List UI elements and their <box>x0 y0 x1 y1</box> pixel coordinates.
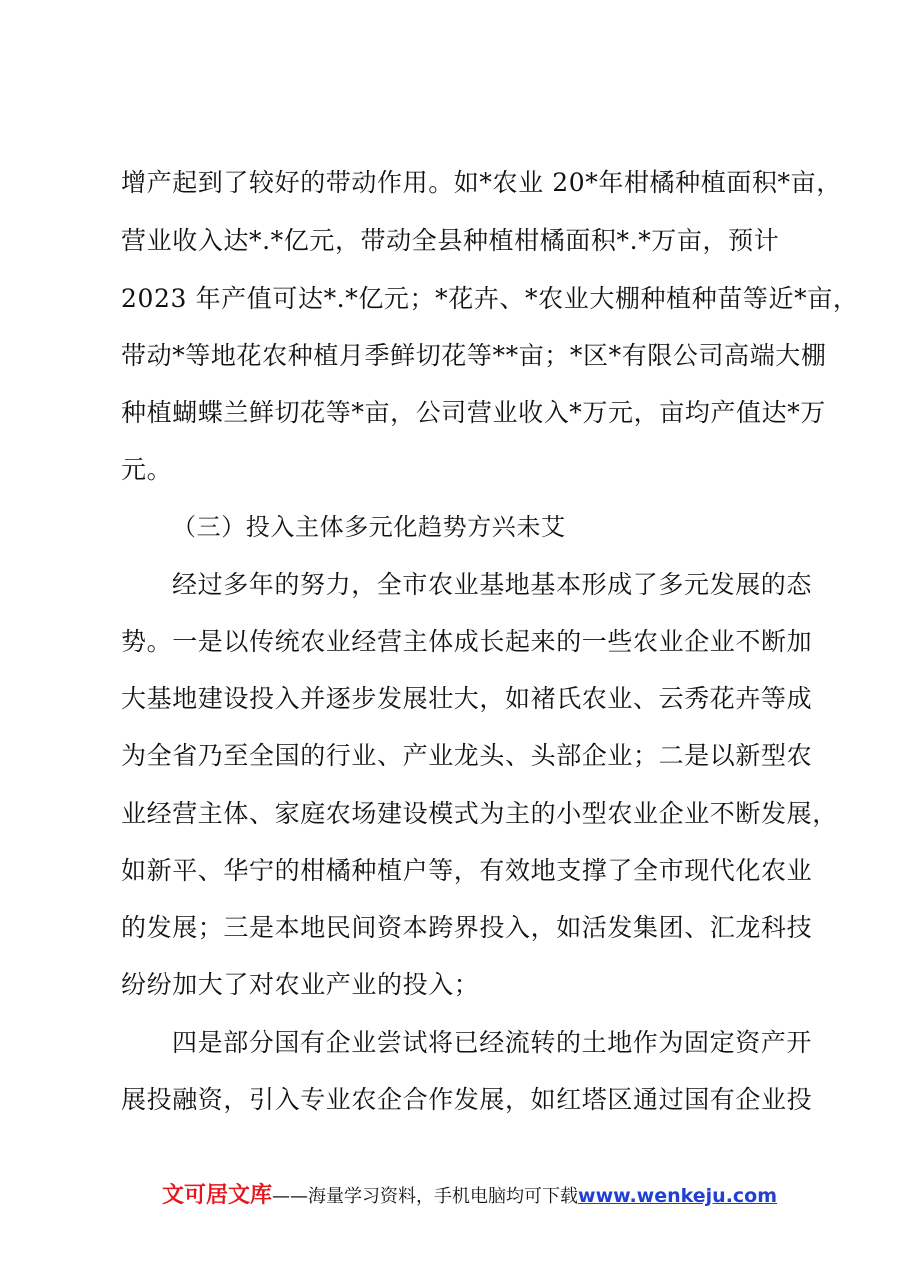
para2-line-6: 如新平、华宁的柑橘种植户等，有效地支撑了全市现代化农业 <box>121 856 813 885</box>
body-line-2: 营业收入达*.*亿元，带动全县种植柑橘面积*.*万亩，预计 <box>121 226 780 255</box>
para2-line-8: 纷纷加大了对农业产业的投入； <box>121 970 480 999</box>
body-line-5: 种植蝴蝶兰鲜切花等*亩，公司营业收入*万元，亩均产值达*万 <box>121 398 826 427</box>
para2-line-4: 为全省乃至全国的行业、产业龙头、头部企业；二是以新型农 <box>121 741 813 770</box>
body-line-6: 元。 <box>121 455 173 484</box>
para2-line-5: 业经营主体、家庭农场建设模式为主的小型农业企业不断发展， <box>121 799 838 828</box>
body-line-4: 带动*等地花农种植月季鲜切花等**亩；*区*有限公司高端大棚 <box>121 341 827 370</box>
para2-line-7: 的发展；三是本地民间资本跨界投入，如活发集团、汇龙科技 <box>121 913 813 942</box>
para2-line-1: 经过多年的努力，全市农业基地基本形成了多元发展的态 <box>172 570 813 599</box>
body-line-3: 2023 年产值可达*.*亿元；*花卉、*农业大棚种植种苗等近*亩， <box>121 284 859 313</box>
para3-line-1: 四是部分国有企业尝试将已经流转的土地作为固定资产开 <box>172 1028 813 1057</box>
footer-brand: 文可居文库 <box>162 1183 273 1208</box>
section-heading: （三）投入主体多元化趋势方兴未艾 <box>172 513 566 541</box>
para2-line-3: 大基地建设投入并逐步发展壮大，如褚氏农业、云秀花卉等成 <box>121 684 813 713</box>
para2-line-2: 势。一是以传统农业经营主体成长起来的一些农业企业不断加 <box>121 627 813 656</box>
body-line-1: 增产起到了较好的带动作用。如*农业 20*年柑橘种植面积*亩， <box>121 168 842 197</box>
footer-site-link[interactable]: www.wenkeju.com <box>578 1185 778 1207</box>
para3-line-2: 展投融资，引入专业农企合作发展，如红塔区通过国有企业投 <box>121 1085 813 1114</box>
footer-slogan: ——海量学习资料，手机电脑均可下载 <box>272 1186 579 1207</box>
footer <box>162 1181 782 1211</box>
